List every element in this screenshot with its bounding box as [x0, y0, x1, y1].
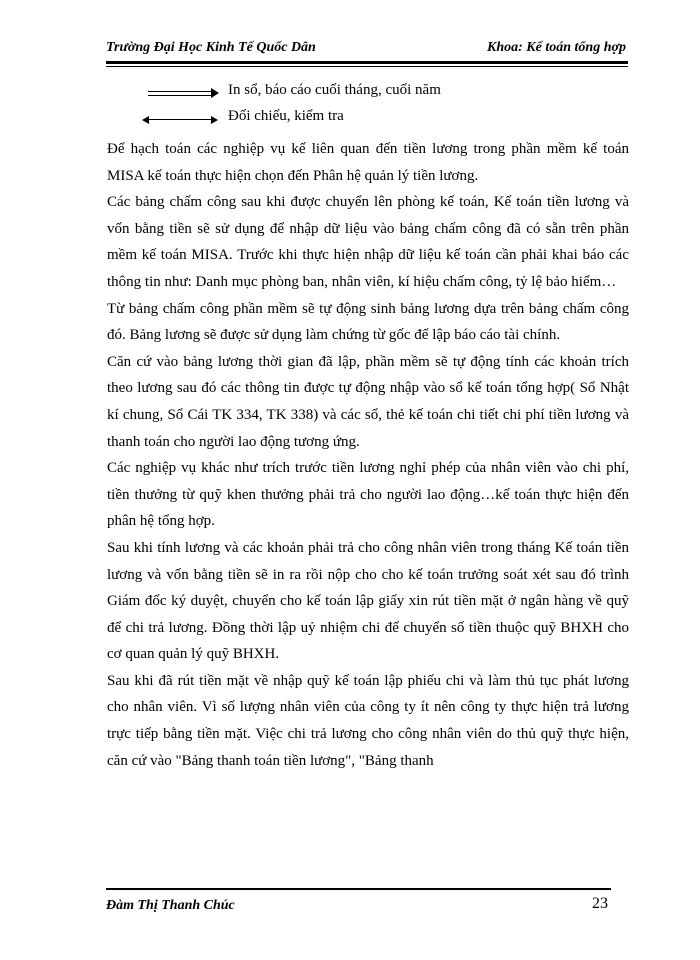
legend-label-reconcile: Đối chiếu, kiểm tra [228, 108, 344, 124]
paragraph: Để hạch toán các nghiệp vụ kế liên quan đến tiền lương trong phần mềm kế toán MISA kế toán thực hiện chọn đến Phân hệ quản lý tiền lương. [107, 141, 629, 184]
document-body [107, 136, 629, 774]
double-headed-arrow-icon [148, 119, 212, 120]
header-university: Trường Đại Học Kinh Tế Quốc Dân [106, 40, 316, 55]
legend-label-print: In sổ, báo cáo cuối tháng, cuối năm [228, 82, 441, 98]
footer-rule [106, 888, 611, 890]
page-number: 23 [592, 895, 608, 912]
header-rule-thick [106, 61, 628, 64]
paragraph: Sau khi đã rút tiền mặt về nhập quỹ kế toán lập phiếu chi và làm thủ tục phát lương cho nhân viên. Vì số lượng nhân viên của công ty ít nên công ty thực hiện trả lương trực tiếp bằng tiền mặt. Việc chi trả lương cho công nhân viên do thủ quỹ thực hiện, căn cứ vào "Bảng thanh toán tiền lương", "Bảng thanh [107, 672, 629, 769]
header-faculty: Khoa: Kế toán tổng hợp [487, 40, 626, 55]
paragraph: Sau khi tính lương và các khoản phải trả cho công nhân viên trong tháng Kế toán tiền lương và vốn bằng tiền sẽ in ra rồi nộp cho cho kế toán trưởng soát xét sau đó trình Giám đốc ký duyệt, chuyển cho kế toán lập giấy xin rút tiền mặt ở ngân hàng về quỹ để chi trả lương. Đồng thời lập uỷ nhiệm chi để chuyển số tiền thuộc quỹ BHXH cho cơ quan quản lý quỹ BHXH. [107, 539, 629, 663]
footer-author: Đàm Thị Thanh Chúc [106, 898, 235, 913]
header-rule-thin [106, 66, 628, 67]
paragraph: Từ bảng chấm công phần mềm sẽ tự động sinh bảng lương dựa trên bảng chấm công đó. Bảng lương sẽ được sử dụng làm chứng từ gốc để lập báo cáo tài chính. [107, 300, 629, 344]
double-arrow-right-icon [148, 91, 212, 96]
paragraph: Căn cứ vào bảng lương thời gian đã lập, phần mềm sẽ tự động tính các khoản trích theo lương sau đó các thông tin được tự động nhập vào sổ kế toán tổng hợp( Sổ Nhật kí chung, Sổ Cái TK 334, TK 338) và các sổ, thẻ kế toán chi tiết chi phí tiền lương và thanh toán cho người lao động tương ứng. [107, 353, 629, 450]
page-header [106, 36, 628, 60]
paragraph: Các nghiệp vụ khác như trích trước tiền lương nghỉ phép của nhân viên vào chi phí, tiền thưởng từ quỹ khen thưởng phải trả cho người lao động…kế toán thực hiện đến phân hệ tổng hợp. [107, 460, 629, 530]
paragraph: Các bảng chấm công sau khi được chuyển lên phòng kế toán, Kế toán tiền lương và vốn bằng tiền sẽ sử dụng để nhập dữ liệu vào bảng chấm công đã có sẵn trên phần mềm kế toán MISA. Trước khi thực hiện nhập dữ liệu kế toán cần phải khai báo các thông tin như: Danh mục phòng ban, nhân viên, kí hiệu chấm công, tỷ lệ bảo hiểm… [107, 194, 629, 290]
